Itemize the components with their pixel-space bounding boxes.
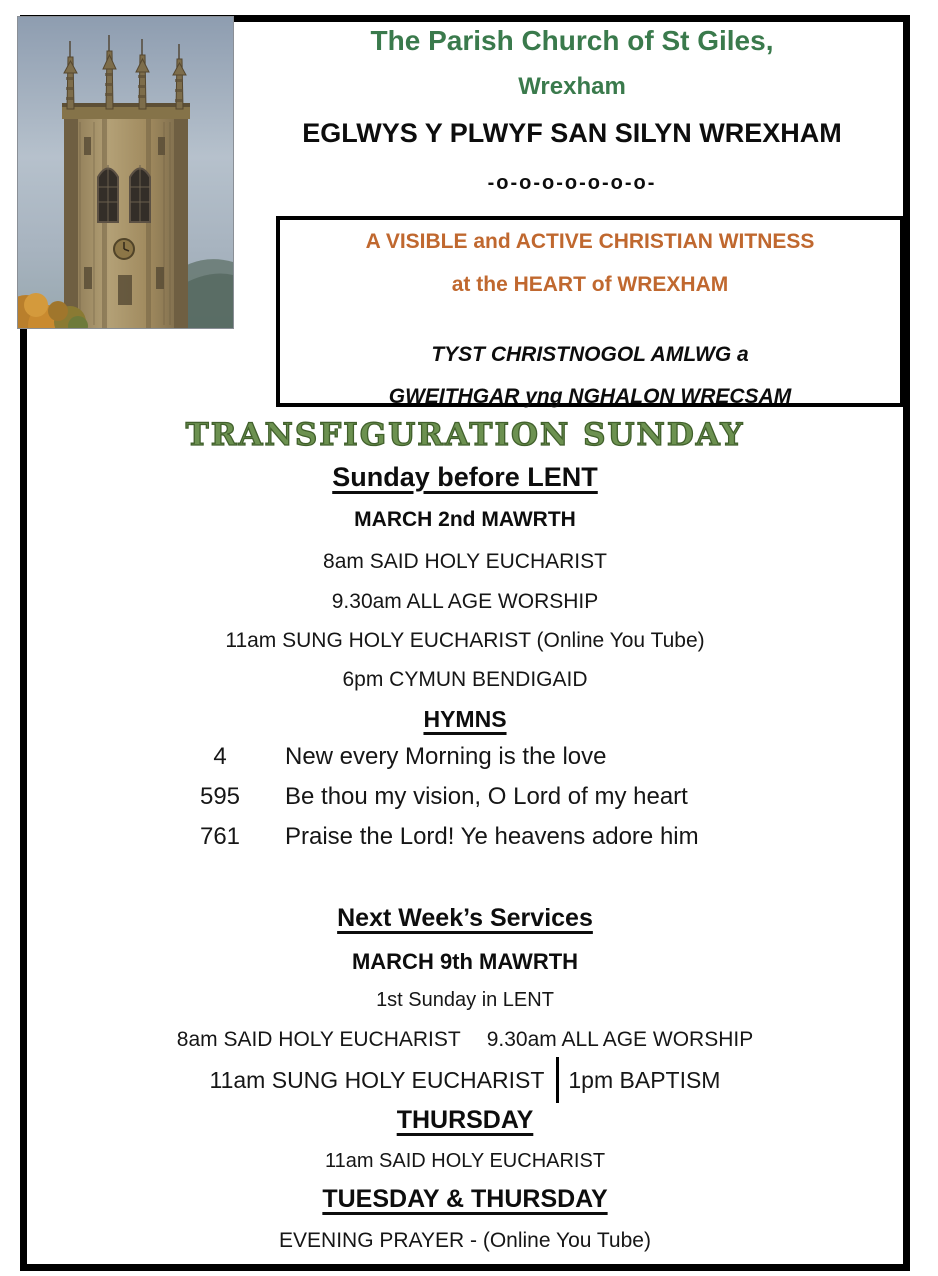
evening-prayer-service: EVENING PRAYER - (Online You Tube): [279, 1229, 651, 1252]
church-title-english: The Parish Church of St Giles,: [370, 25, 774, 56]
hymns-heading: HYMNS: [423, 706, 507, 732]
hymn-number: 761: [199, 823, 241, 850]
church-title-welsh: EGLWYS Y PLWYF SAN SILYN WREXHAM: [302, 117, 842, 148]
thursday-service: 11am SAID HOLY EUCHARIST: [324, 1150, 606, 1172]
hymn-title: Praise the Lord! Ye heavens adore him: [285, 823, 699, 850]
service-item: 8am SAID HOLY EUCHARIST: [176, 1028, 461, 1051]
hymn-number: 595: [199, 783, 241, 810]
witness-english-line2: at the HEART of WREXHAM: [451, 273, 729, 296]
hymn-number: 4: [213, 743, 227, 770]
witness-welsh-line1: TYST CHRISTNOGOL AMLWG a: [431, 343, 749, 366]
this-week-date: MARCH 2nd MAWRTH: [354, 508, 576, 531]
ornamental-separator: -o-o-o-o-o-o-o-: [487, 171, 657, 194]
hymn-row: [20, 783, 910, 813]
thursday-heading: THURSDAY: [396, 1106, 534, 1134]
hymn-row: [20, 743, 910, 773]
service-item: 6pm CYMUN BENDIGAID: [342, 668, 588, 691]
next-week-services-line1: [20, 1029, 910, 1050]
service-item: 9.30am ALL AGE WORSHIP: [486, 1028, 754, 1051]
witness-welsh-line2: GWEITHGAR yng NGHALON WRECSAM: [388, 385, 792, 408]
next-week-subtitle: 1st Sunday in LENT: [376, 989, 554, 1011]
service-sheet: [20, 0, 910, 1276]
church-title-town: Wrexham: [518, 72, 626, 100]
sunday-subtitle: Sunday before LENT: [332, 462, 598, 492]
next-week-services-line2: [20, 1056, 910, 1104]
service-item: 11am SUNG HOLY EUCHARIST (Online You Tube): [225, 629, 705, 652]
next-week-heading: Next Week’s Services: [337, 904, 593, 932]
tuesday-thursday-heading: TUESDAY & THURSDAY: [322, 1185, 608, 1213]
sunday-banner: TRANSFIGURATION SUNDAY: [185, 417, 745, 453]
hymn-row: [20, 823, 910, 853]
service-item: 1pm BAPTISM: [568, 1066, 721, 1093]
service-item: 11am SUNG HOLY EUCHARIST: [209, 1066, 545, 1093]
vertical-divider: [556, 1057, 559, 1103]
witness-english-line1: A VISIBLE and ACTIVE CHRISTIAN WITNESS: [365, 230, 815, 253]
service-item: 9.30am ALL AGE WORSHIP: [331, 590, 599, 613]
hymn-title: Be thou my vision, O Lord of my heart: [285, 783, 688, 810]
next-week-date: MARCH 9th MAWRTH: [351, 949, 579, 974]
hymn-title: New every Morning is the love: [285, 743, 607, 770]
service-item: 8am SAID HOLY EUCHARIST: [323, 550, 607, 573]
